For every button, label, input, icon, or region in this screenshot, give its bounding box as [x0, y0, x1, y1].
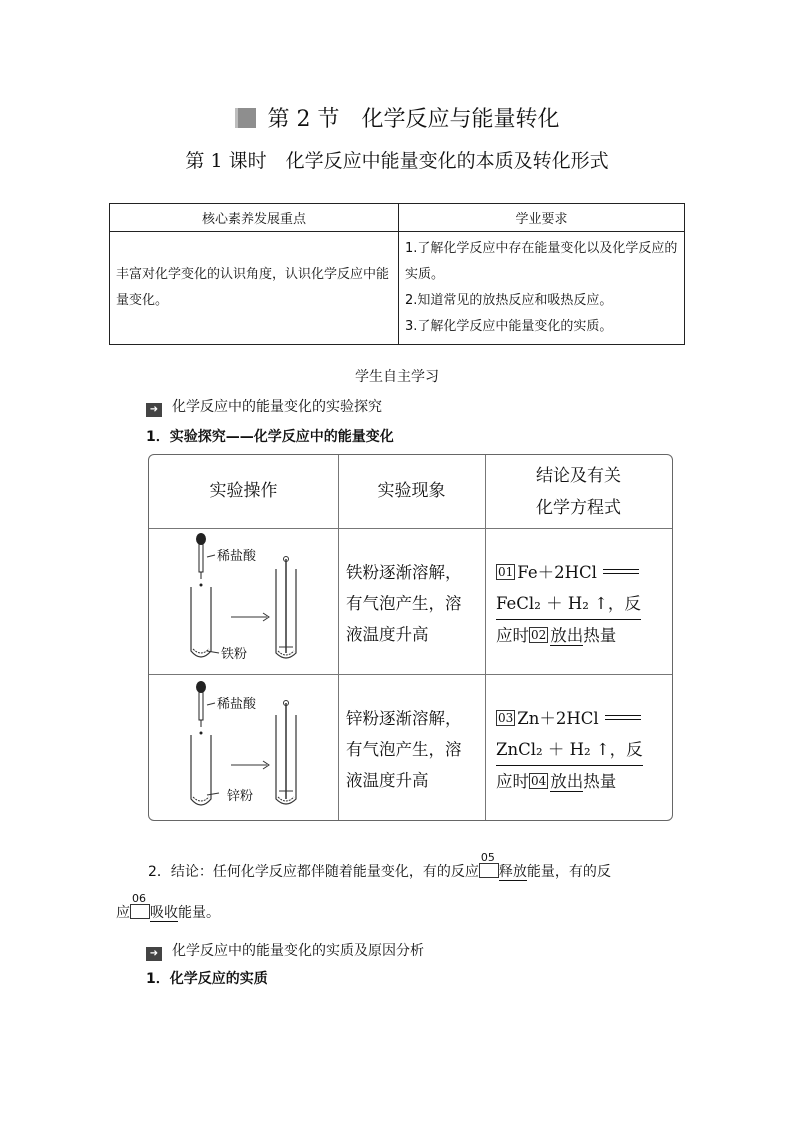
goals-req-item: 2.知道常见的放热反应和吸热反应。 [405, 293, 613, 308]
blank-number: 04 [531, 774, 547, 788]
goals-core-text: 丰富对化学变化的认识角度，认识化学反应中能量变化。 [110, 232, 399, 345]
conclusion-line1: 2．结论：任何化学反应都伴随着能量变化，有的反应 05 释放能量，有的反 [148, 853, 688, 891]
blank-number: 02 [531, 628, 547, 642]
answer-blank-06: 06 [130, 894, 150, 932]
equals-sign [605, 715, 641, 720]
blank-number: 03 [498, 711, 514, 725]
equation-1: 01 Fe＋2HCl FeCl₂ ＋ H₂ ↑，反 应时 02 放出热量 [496, 563, 641, 645]
section2-heading: ➜ 化学反应中的能量变化的实质及原因分析 [146, 940, 424, 961]
section-title: 学生自主学习 [355, 369, 439, 385]
page-subtitle: 第 1 课时 化学反应中能量变化的本质及转化形式 [185, 150, 609, 172]
header-operation: 实验操作 [209, 481, 278, 501]
equals-sign [603, 569, 639, 574]
answer-blank: 放出 [550, 772, 584, 791]
label-acid-2: 稀盐酸 [217, 697, 257, 712]
answer-blank: 放出 [550, 626, 584, 645]
section2-item1: 1．化学反应的实质 [146, 971, 268, 987]
equation-2: 03 Zn＋2HCl ZnCl₂ ＋ H₂ ↑，反 应时 04 放出热量 [496, 709, 643, 791]
section1-item1: 1．实验探究——化学反应中的能量变化 [146, 429, 394, 445]
goals-req-item: 3.了解化学反应中能量变化的实质。 [405, 319, 613, 334]
phenomenon-1: 铁粉逐渐溶解， 有气泡产生，溶 液温度升高 [346, 563, 462, 644]
answer-blank-05: 05 [479, 853, 499, 891]
arrow-icon: ➜ [146, 947, 162, 961]
header-phenomenon: 实验现象 [377, 481, 446, 501]
conclusion-line2: 应 06 吸收能量。 [116, 894, 220, 932]
page-title: 第 2 节 化学反应与能量转化 [0, 102, 794, 133]
goals-header-core: 核心素养发展重点 [110, 204, 399, 232]
goals-req-list [399, 232, 685, 345]
header-conclusion-1: 结论及有关 [536, 466, 621, 486]
header-conclusion-2: 化学方程式 [536, 498, 621, 518]
label-acid-1: 稀盐酸 [217, 549, 257, 564]
label-powder-1: 铁粉 [221, 647, 248, 662]
section1-heading: ➜ 化学反应中的能量变化的实验探究 [146, 396, 382, 417]
label-powder-2: 锌粉 [227, 789, 254, 804]
phenomenon-2: 锌粉逐渐溶解， 有气泡产生，溶 液温度升高 [346, 709, 462, 790]
blank-number: 01 [498, 565, 514, 579]
goals-req-item: 1.了解化学反应中存在能量变化以及化学反应的实质。 [405, 241, 678, 282]
arrow-icon: ➜ [146, 403, 162, 417]
goals-header-req: 学业要求 [399, 204, 685, 232]
book-icon [235, 108, 256, 128]
goals-table [109, 203, 685, 345]
experiment-table [148, 454, 673, 821]
